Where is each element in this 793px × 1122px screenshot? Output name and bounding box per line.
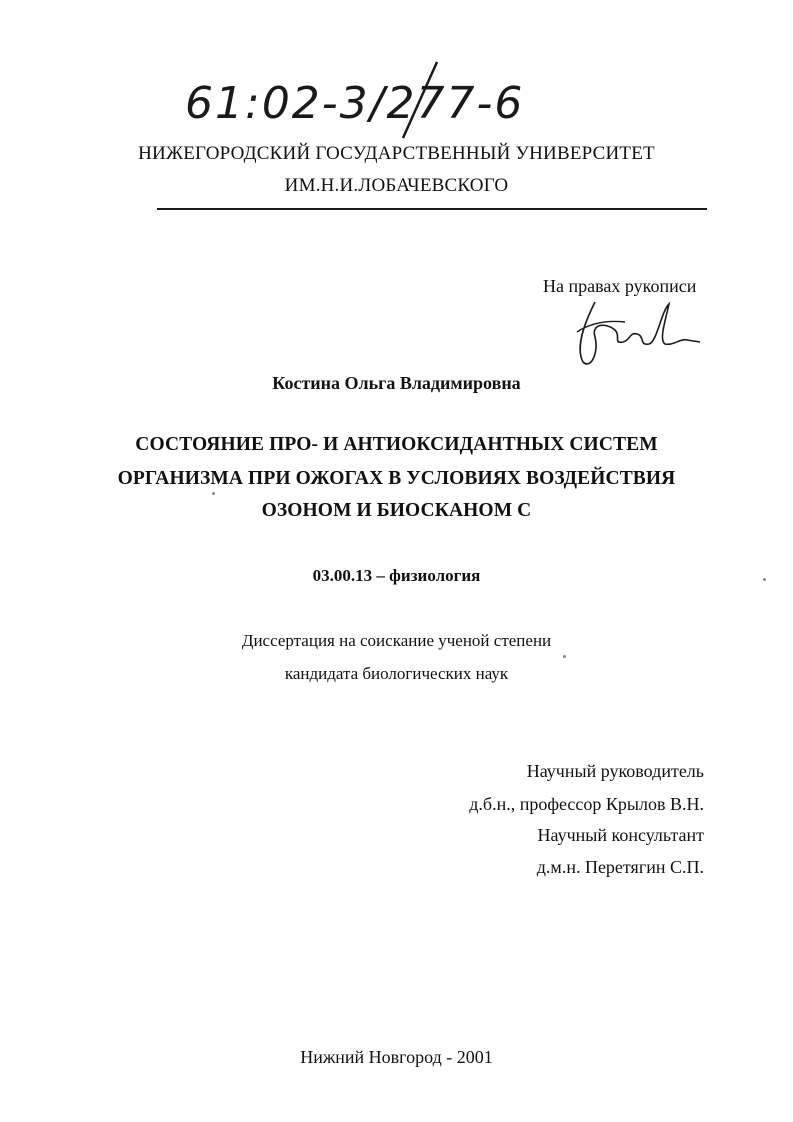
dissertation-purpose-line-2: кандидата биологических наук bbox=[284, 664, 509, 683]
university-honorific: ИМ.Н.И.ЛОБАЧЕВСКОГО bbox=[284, 175, 509, 196]
scan-speck bbox=[563, 655, 566, 658]
handwritten-slash-stroke bbox=[175, 60, 575, 140]
specialty-code: 03.00.13 – физиология bbox=[312, 566, 481, 585]
handwritten-catalog-number bbox=[175, 60, 575, 140]
dissertation-purpose-line-1: Диссертация на соискание ученой степени bbox=[241, 631, 552, 650]
handwritten-code-text: 61:02-3/277-6 bbox=[185, 78, 525, 129]
city-and-year: Нижний Новгород - 2001 bbox=[300, 1047, 493, 1067]
thesis-title-line-1: СОСТОЯНИЕ ПРО- И АНТИОКСИДАНТНЫХ СИСТЕМ bbox=[135, 434, 658, 455]
university-name: НИЖЕГОРОДСКИЙ ГОСУДАРСТВЕННЫЙ УНИВЕРСИТЕТ bbox=[138, 143, 655, 164]
thesis-title-line-2: ОРГАНИЗМА ПРИ ОЖОГАХ В УСЛОВИЯХ ВОЗДЕЙСТВИЯ bbox=[117, 468, 676, 489]
thesis-title-line-3: ОЗОНОМ И БИОСКАНОМ С bbox=[261, 500, 532, 521]
author-name: Костина Ольга Владимировна bbox=[272, 373, 521, 393]
consultant-name: д.м.н. Перетягин С.П. bbox=[536, 857, 704, 877]
scan-speck bbox=[763, 578, 766, 581]
supervisor-label: Научный руководитель bbox=[526, 761, 704, 781]
author-signature bbox=[565, 292, 705, 372]
consultant-label: Научный консультант bbox=[537, 825, 704, 845]
manuscript-rights-note: На правах рукописи bbox=[543, 276, 697, 296]
scan-speck bbox=[212, 492, 215, 495]
supervisor-name: д.б.н., профессор Крылов В.Н. bbox=[469, 794, 704, 814]
header-divider bbox=[157, 208, 707, 210]
